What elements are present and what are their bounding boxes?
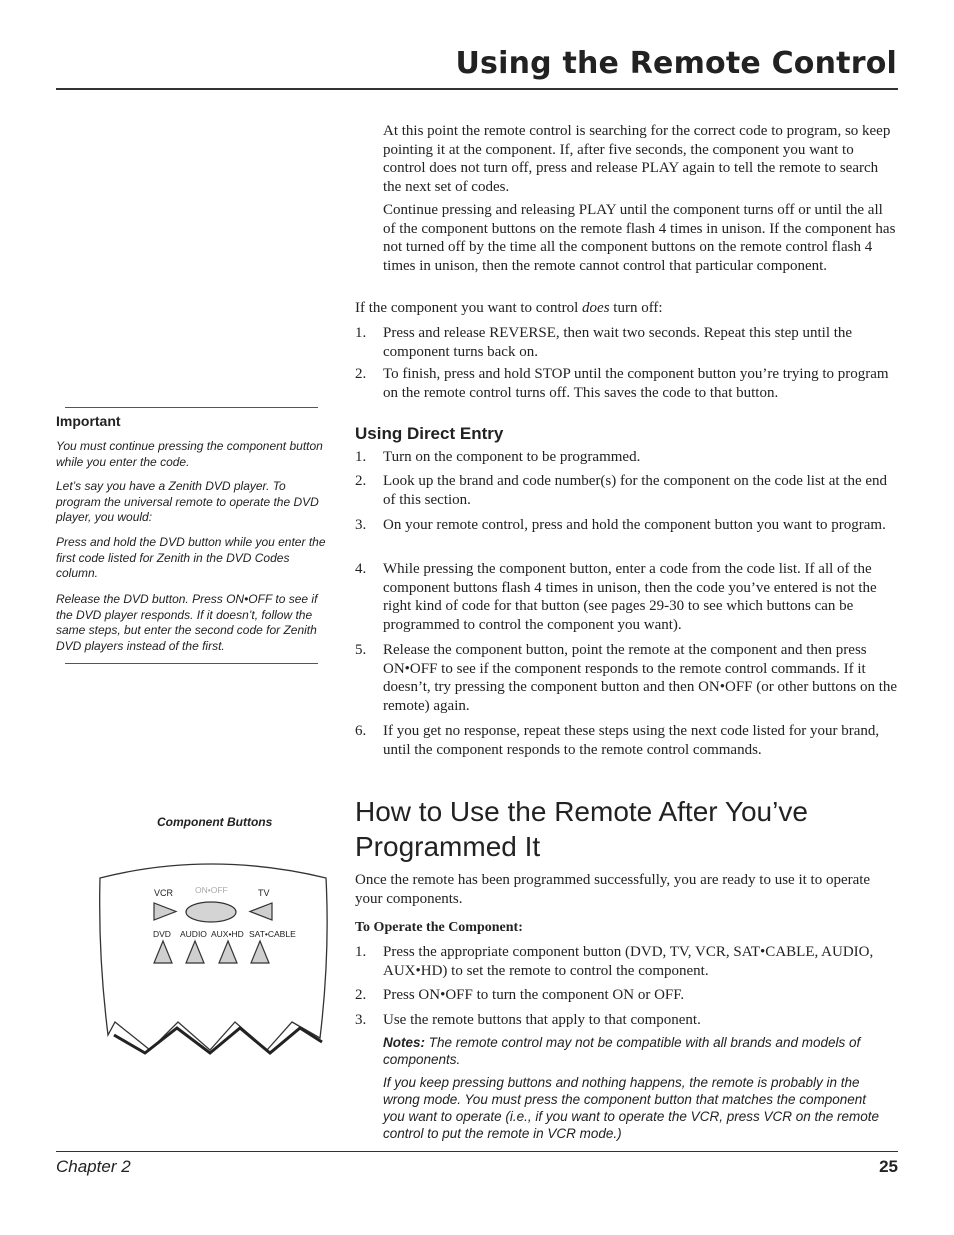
after-intro: Once the remote has been programmed successfully, you are ready to use it to operate your components. bbox=[355, 872, 871, 907]
step-text: While pressing the component button, enter a code from the code list. If all of the component buttons flash 4 times in unison, then the code you’ve entered is not the right kind of code for that button (see pages 29-30 to see which buttons can be programmed to control the component you want). bbox=[383, 561, 877, 633]
sidebar-heading: Important bbox=[56, 413, 121, 429]
operate-subheading: To Operate the Component: bbox=[355, 920, 523, 935]
notes-text: The remote control may not be compatible with all brands and models of components. bbox=[383, 1035, 861, 1067]
step-number: 2. bbox=[355, 987, 367, 1003]
step-text: Release the component button, point the remote at the component and then press ON•OFF to see if the component responds to the remote control commands. If it doesn’t, try pressing the component button and then ON•OFF (or other buttons on the remote) again. bbox=[383, 642, 898, 714]
step-text: Press ON•OFF to turn the component ON or OFF. bbox=[383, 987, 685, 1003]
step-number: 1. bbox=[355, 449, 367, 465]
figure-caption: Component Buttons bbox=[157, 815, 273, 829]
vcr-label: VCR bbox=[154, 888, 174, 898]
audio-label: AUDIO bbox=[180, 929, 207, 939]
step-number: 3. bbox=[355, 1012, 367, 1028]
does-line-before: If the component you want to control bbox=[355, 300, 583, 316]
step-number: 2. bbox=[355, 473, 367, 489]
section-heading: How to Use the Remote After You’ve Programmed It bbox=[355, 796, 808, 862]
footer-rule bbox=[56, 1151, 898, 1152]
step-number: 3. bbox=[355, 517, 367, 533]
sidebar-bottom-rule bbox=[65, 663, 318, 664]
step-text: On your remote control, press and hold the component button you want to program. bbox=[383, 517, 886, 533]
direct-entry-heading: Using Direct Entry bbox=[355, 424, 504, 443]
sidebar-note-4: Release the DVD button. Press ON•OFF to see if the DVD player responds. If it doesn’t, follow the same steps, but enter the second code for Zenith DVD players instead of the first. bbox=[56, 592, 318, 653]
step-text: Press and release REVERSE, then wait two seconds. Repeat this step until the component turns back on. bbox=[383, 325, 853, 360]
does-line-emph: does bbox=[582, 300, 610, 316]
step-number: 5. bbox=[355, 642, 367, 658]
does-line bbox=[355, 299, 900, 318]
step-number: 4. bbox=[355, 561, 367, 577]
step-text: Use the remote buttons that apply to that component. bbox=[383, 1012, 701, 1028]
sidebar-note-3: Press and hold the DVD button while you enter the first code listed for Zenith in the DVD Codes column. bbox=[56, 535, 326, 580]
auxhd-label: AUX•HD bbox=[211, 929, 244, 939]
step-number: 1. bbox=[355, 944, 367, 960]
step-text: If you get no response, repeat these steps using the next code listed for your brand, until the component responds to the remote control commands. bbox=[383, 723, 880, 758]
intro-text-2: Continue pressing and releasing PLAY until the component turns off or until the all of the component buttons on the remote flash 4 times in unison. If the component has not turned off by the time all the component buttons on the remote control flash 4 times in unison, then the remote cannot control that particular component. bbox=[383, 202, 896, 274]
intro-paragraph-1 bbox=[383, 122, 899, 196]
onoff-label: ON•OFF bbox=[195, 885, 228, 895]
notes-label: Notes: bbox=[383, 1035, 426, 1050]
step-text: Look up the brand and code number(s) for the component on the code list at the end of this section. bbox=[383, 473, 888, 508]
tv-label: TV bbox=[258, 888, 270, 898]
does-line-after: turn off: bbox=[609, 300, 663, 316]
step-text: Press the appropriate component button (DVD, TV, VCR, SAT•CABLE, AUDIO, AUX•HD) to set the remote to control the component. bbox=[383, 944, 874, 979]
notes-paragraph bbox=[383, 1034, 883, 1068]
step-number: 1. bbox=[355, 325, 367, 341]
page-title: Using the Remote Control bbox=[455, 46, 897, 81]
sidebar-note-2: Let’s say you have a Zenith DVD player. To program the universal remote to operate the DVD player, you would: bbox=[56, 479, 319, 524]
header-rule bbox=[56, 88, 898, 90]
satcable-label: SAT•CABLE bbox=[249, 929, 296, 939]
onoff-button-shape bbox=[186, 902, 236, 922]
page-number: 25 bbox=[879, 1157, 898, 1176]
step-number: 6. bbox=[355, 723, 367, 739]
step-text: Turn on the component to be programmed. bbox=[383, 449, 641, 465]
sidebar-top-rule bbox=[65, 407, 318, 408]
intro-text-1: At this point the remote control is searching for the correct code to program, so keep pointing it at the component. If, after five seconds, the component you want to control does not turn off, press and release PLAY again to tell the remote to search the next set of codes. bbox=[383, 123, 891, 195]
step-text: To finish, press and hold STOP until the component button you’re trying to program on the remote control turns off. This saves the code to that button. bbox=[383, 366, 889, 401]
dvd-label: DVD bbox=[153, 929, 171, 939]
footer-chapter: Chapter 2 bbox=[56, 1157, 131, 1176]
intro-paragraph-2 bbox=[383, 201, 899, 275]
notes-second-paragraph: If you keep pressing buttons and nothing happens, the remote is probably in the wrong mode. You must press the component button that matches the component you want to operate (i.e., if you want to operate the VCR, press VCR on the remote control to put the remote in VCR mode.) bbox=[383, 1075, 880, 1141]
sidebar-note-1: You must continue pressing the component button while you enter the code. bbox=[56, 439, 323, 469]
step-number: 2. bbox=[355, 366, 367, 382]
